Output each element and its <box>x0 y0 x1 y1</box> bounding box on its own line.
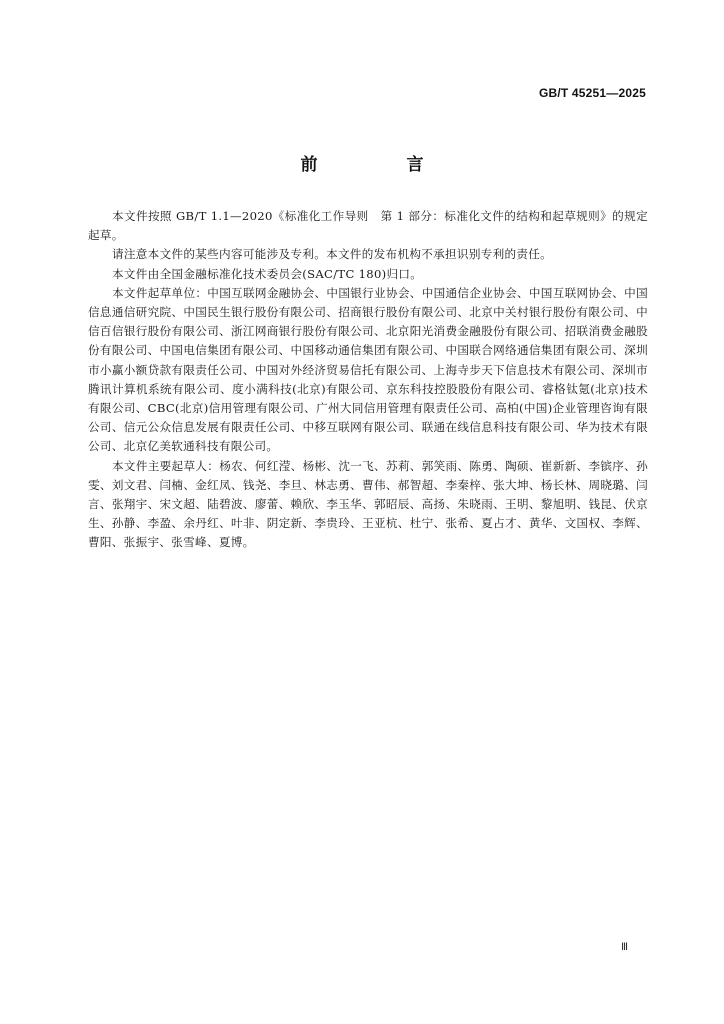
paragraph-technical-committee: 本文件由全国金融标准化技术委员会(SAC/TC 180)归口。 <box>112 266 423 281</box>
page-title: 前 言 <box>300 155 460 175</box>
paragraph-drafting-rules: 本文件按照 GB/T 1.1—2020《标准化工作导则 第 1 部分：标准化文件的结构和起草规则》的规定起草。 <box>88 209 648 243</box>
paragraph-drafting-units: 本文件起草单位：中国互联网金融协会、中国银行业协会、中国通信企业协会、中国互联网协会、中国信息通信研究院、中国民生银行股份有限公司、招商银行股份有限公司、北京中关村银行股份有限公司、中信百信银行股份有限公司、浙江网商银行股份有限公司、北京阳光消费金融股份有限公司、招联消费金融股份有限公司、中国电信集团有限公司、中国移动通信集团有限公司、中国联合网络通信集团有限公司、深圳市小赢小额贷款有限责任公司、中国对外经济贸易信托有限公司、上海寺步天下信息技术有限公司、深圳市腾讯计算机系统有限公司、度小满科技(北京)有限公司、京东科技控股股份有限公司、睿格钛氪(北京)技术有限公司、CBC(北京)信用管理有限公司、广州大同信用管理有限责任公司、高柏(中国)企业管理咨询有限公司、信元公众信息发展有限责任公司、中移互联网有限公司、联通在线信息科技有限公司、华为技术有限公司、北京亿美软通科技有限公司。 <box>88 285 648 454</box>
standard-code: GB/T 45251—2025 <box>538 86 646 100</box>
foreword-body <box>88 207 648 553</box>
paragraph-patent-notice: 请注意本文件的某些内容可能涉及专利。本文件的发布机构不承担识别专利的责任。 <box>112 247 553 262</box>
page-number: Ⅲ <box>621 942 628 953</box>
paragraph-drafters: 本文件主要起草人：杨农、何红滢、杨彬、沈一飞、苏莉、郭笑雨、陈勇、陶硕、崔新新、李镔序、孙雯、刘文君、闫楠、金红凤、钱尧、李旦、林志勇、曹伟、郝智超、李秦梓、张大坤、杨长林、周晓璐、闫言、张翔宇、宋文超、陆碧波、廖蕾、赖欣、李玉华、郭昭辰、高扬、朱晓雨、王明、黎旭明、钱昆、伏京生、孙静、李盈、余丹红、叶非、阴定新、李贵玲、王亚杭、杜宁、张希、夏占才、黄华、文国权、李辉、曹阳、张振宇、张雪峰、夏博。 <box>88 458 648 550</box>
